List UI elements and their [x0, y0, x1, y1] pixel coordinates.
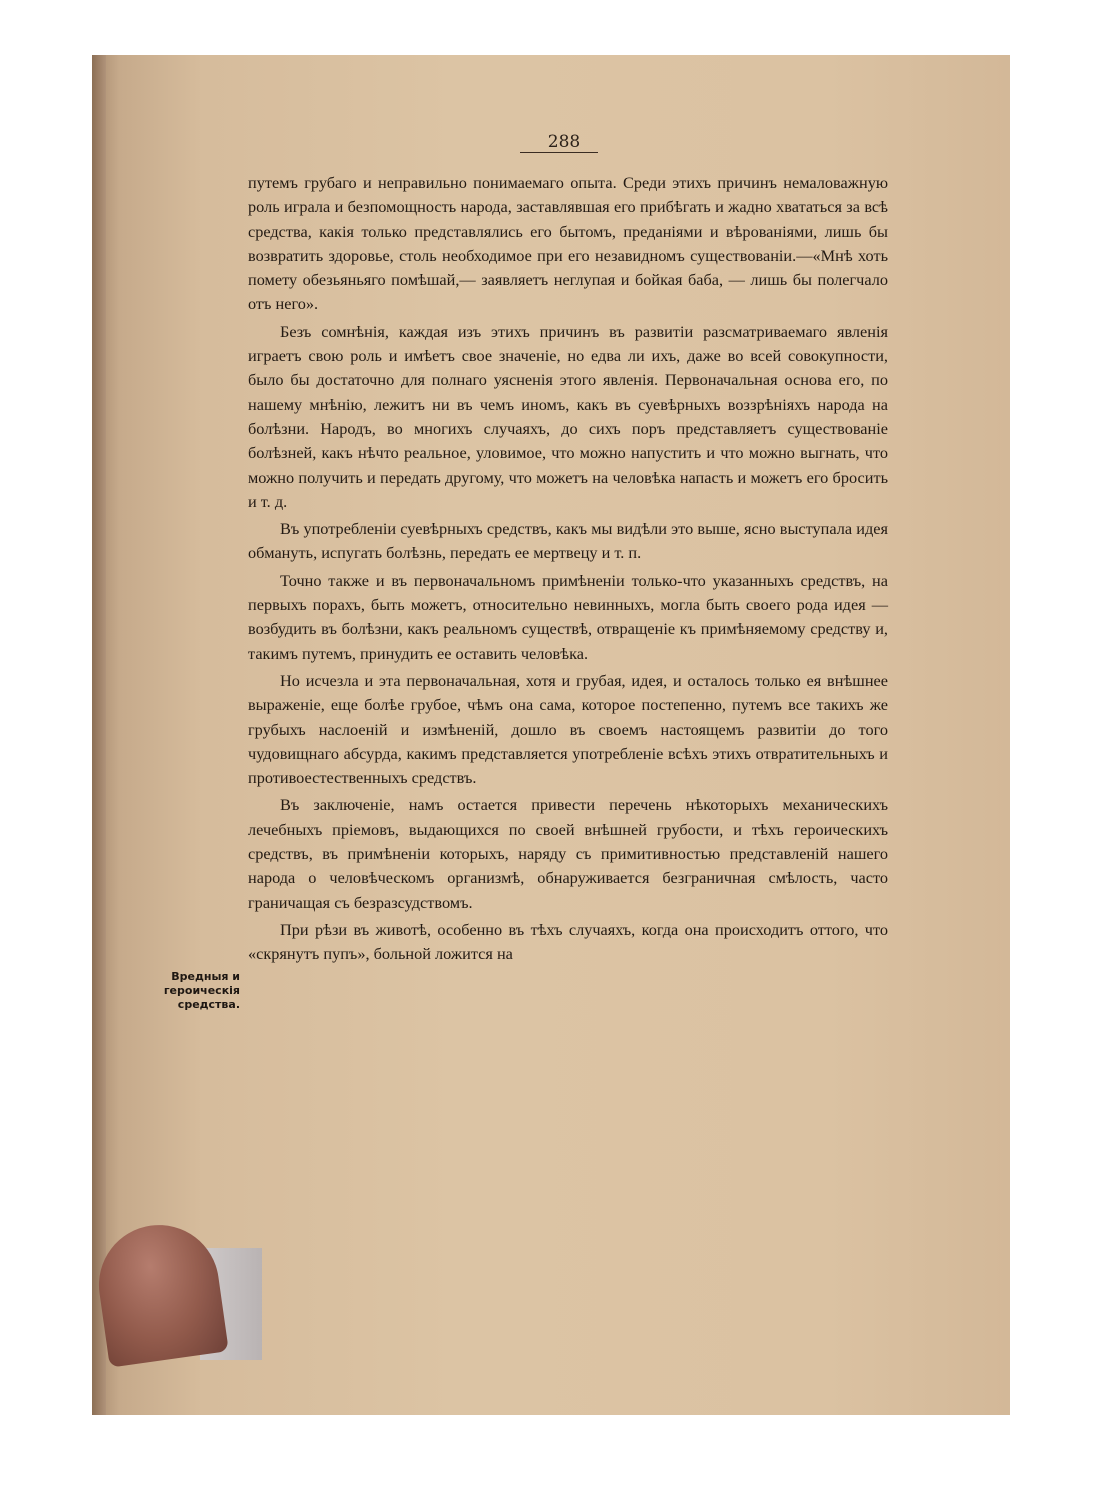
paragraph: При рѣзи въ животѣ, особенно въ тѣхъ случаяхъ, когда она происходитъ оттого, что «скрянутъ пупъ», больной ложится на	[248, 919, 888, 964]
paragraph: Безъ сомнѣнія, каждая изъ этихъ причинъ въ развитіи разсматриваемаго явленія играетъ свою роль и имѣетъ свое значеніе, но едва ли ихъ, даже во всей совокупности, было бы достаточно для полнаго уясненія этого явленія. Первоначальная основа его, по нашему мнѣнію, лежитъ ни въ чемъ иномъ, какъ въ суевѣрныхъ воззрѣніяхъ народа на болѣзни. Народъ, во многихъ случаяхъ, до сихъ поръ представляетъ существованіе болѣзней, какъ нѣчто реальное, уловимое, что можно напустить и что можно выгнать, что можно получить и передать другому, что можетъ на человѣка напасть и можетъ его бросить и т. д.	[248, 321, 888, 511]
page-number-rule	[520, 152, 598, 153]
paragraph: Въ употребленіи суевѣрныхъ средствъ, какъ мы видѣли это выше, ясно выступала идея обмануть, испугать болѣзнь, передать ее мертвецу и т. п.	[248, 519, 888, 563]
paragraph: Точно также и въ первоначальномъ примѣненіи только-что указанныхъ средствъ, на первыхъ порахъ, быть можетъ, относительно невинныхъ, могла быть своего рода идея — возбудить въ болѣзни, какъ реальномъ существѣ, отвращеніе къ примѣняемому средству и, такимъ путемъ, принудить ее оставить человѣка.	[248, 570, 888, 663]
paragraph: Но исчезла и эта первоначальная, хотя и грубая, идея, и осталось только ея внѣшнее выраженіе, еще болѣе грубое, чѣмъ она сама, которое постепенно, путемъ все такихъ же грубыхъ наслоеній и измѣненій, дошло въ своемъ настоящемъ развитіи до того чудовищнаго абсурда, какимъ представляется употребленіе всѣхъ этихъ отвратительныхъ и противоестественныхъ средствъ.	[248, 670, 888, 788]
margin-note: Вредныя и героическія средства.	[163, 970, 240, 1011]
page-number: 288	[547, 132, 581, 152]
body-text	[248, 171, 888, 967]
paragraph: путемъ грубаго и неправильно понимаемаго опыта. Среди этихъ причинъ немаловажную роль играла и безпомощность народа, заставлявшая его прибѣгать и жадно хвататься за всѣ средства, какія только представлялись его бытомъ, преданіями и вѣрованіями, лишь бы возвратить здоровье, столь необходимое при его незавидномъ существованіи.—«Мнѣ хоть помету обезьяньяго помѣшай,— заявляетъ неглупая и бойкая баба, — лишь бы полегчало отъ него».	[248, 173, 888, 314]
book-gutter	[92, 55, 106, 1415]
paragraph: Въ заключеніе, намъ остается привести перечень нѣкоторыхъ механическихъ лечебныхъ пріемовъ, выдающихся по своей внѣшней грубости, и тѣхъ героическихъ средствъ, въ примѣненіи которыхъ, наряду съ примитивностью представленій нашего народа о человѣческомъ организмѣ, обнаруживается безграничная смѣлость, часто граничащая съ безразсудствомъ.	[248, 795, 888, 912]
